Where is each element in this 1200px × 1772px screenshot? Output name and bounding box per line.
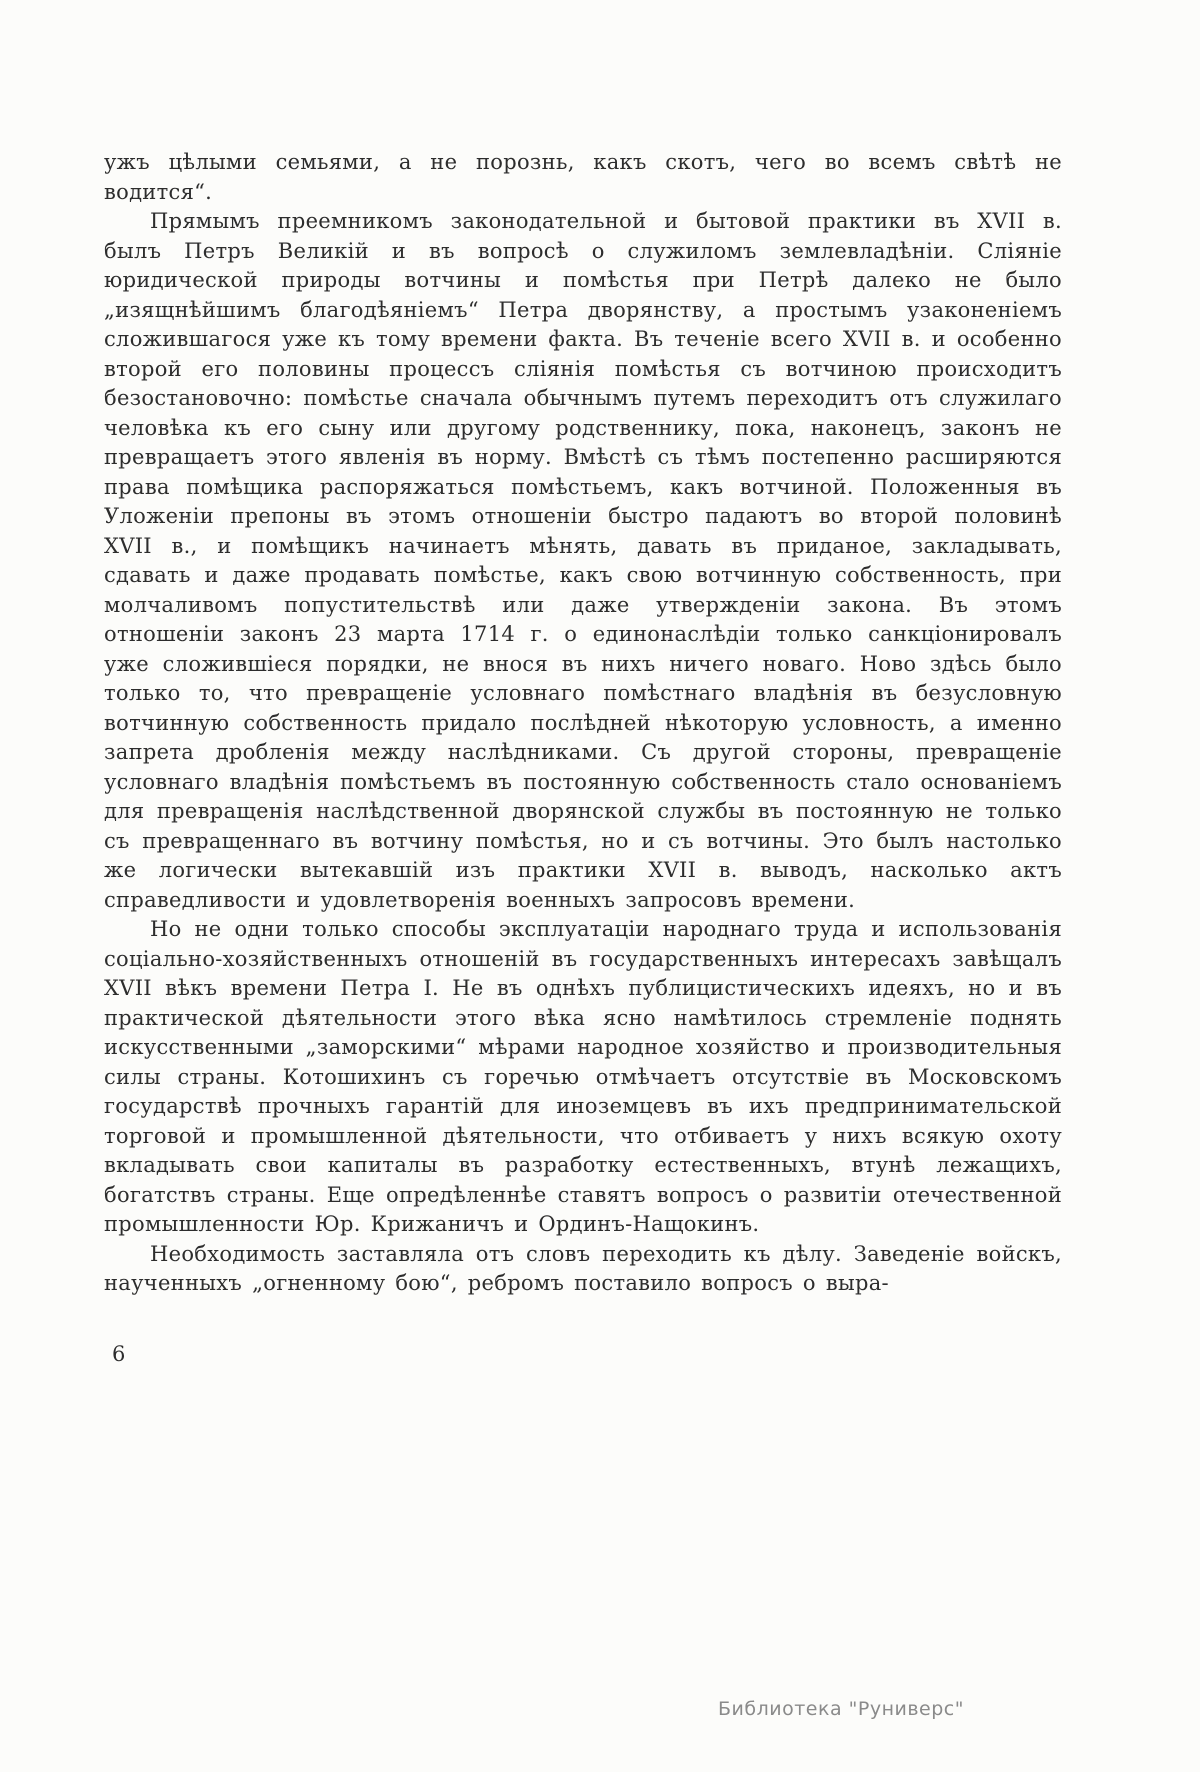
paragraph-continuation: ужъ цѣлыми семьями, а не порознь, какъ скотъ, чего во всемъ свѣтѣ не водится“. [104, 150, 1062, 204]
paragraph: Прямымъ преемникомъ законодательной и бытовой практики въ XVII в. былъ Петръ Великій и въ вопросѣ о служиломъ землевладѣніи. Сліяніе юридической природы вотчины и помѣстья при Петрѣ далеко не было „изящнѣйшимъ благодѣяніемъ“ Петра дворянству, а простымъ узаконеніемъ сложившагося уже къ тому времени факта. Въ теченіе всего XVII в. и особенно второй его половины процессъ сліянія помѣстья съ вотчиною происходитъ безостановочно: помѣстье сначала обычнымъ путемъ переходитъ отъ служилаго человѣка къ его сыну или другому родственнику, пока, наконецъ, законъ не превращаетъ этого явленія въ норму. Вмѣстѣ съ тѣмъ постепенно расширяются права помѣщика распоряжаться помѣстьемъ, какъ вотчиной. Положенныя въ Уложеніи препоны въ этомъ отношеніи быстро падаютъ во второй половинѣ XVII в., и помѣщикъ начинаетъ мѣнять, давать въ приданое, закладывать, сдавать и даже продавать помѣстье, какъ свою вотчинную собственность, при молчаливомъ попустительствѣ или даже утвержденіи закона. Въ этомъ отношеніи законъ 23 марта 1714 г. о единонаслѣдіи только санкціонировалъ уже сложившіеся порядки, не внося въ нихъ ничего новаго. Ново здѣсь было только то, что превращеніе условнаго помѣстнаго владѣнія въ безусловную вотчинную собственность придало послѣдней нѣкоторую условность, а именно запрета дробленія между наслѣдниками. Съ другой стороны, превращеніе условнаго владѣнія помѣстьемъ въ постоянную собственность стало основаніемъ для превращенія наслѣдственной дворянской службы въ постоянную не только съ превращеннаго въ вотчину помѣстья, но и съ вотчины. Это былъ настолько же логически вытекавшій изъ практики XVII в. выводъ, насколько актъ справедливости и удовлетворенія военныхъ запросовъ времени. [104, 209, 1062, 912]
body-text [104, 148, 1062, 1299]
paragraph: Но не одни только способы эксплуатаціи народнаго труда и использованія соціально-хозяйственныхъ отношеній въ государственныхъ интересахъ завѣщалъ XVII вѣкъ времени Петра I. Не въ однѣхъ публицистическихъ идеяхъ, но и въ практической дѣятельности этого вѣка ясно намѣтилось стремленіе поднять искусственными „заморскими“ мѣрами народное хозяйство и производительныя силы страны. Котошихинъ съ горечью отмѣчаетъ отсутствіе въ Московскомъ государствѣ прочныхъ гарантій для иноземцевъ въ ихъ предпринимательской торговой и промышленной дѣятельности, что отбиваетъ у нихъ всякую охоту вкладывать свои капиталы въ разработку естественныхъ, втунѣ лежащихъ, богатствъ страны. Еще опредѣленнѣе ставятъ вопросъ о развитіи отечественной промышленности Юр. Крижаничъ и Ординъ-Нащокинъ. [104, 917, 1062, 1236]
paragraph: Необходимость заставляла отъ словъ переходить къ дѣлу. Заведеніе войскъ, наученныхъ „огненному бою“, ребромъ поставило вопросъ о выра- [104, 1241, 1062, 1295]
library-watermark: Библиотека "Руниверс" [718, 1698, 964, 1720]
page-number: 6 [112, 1342, 126, 1366]
